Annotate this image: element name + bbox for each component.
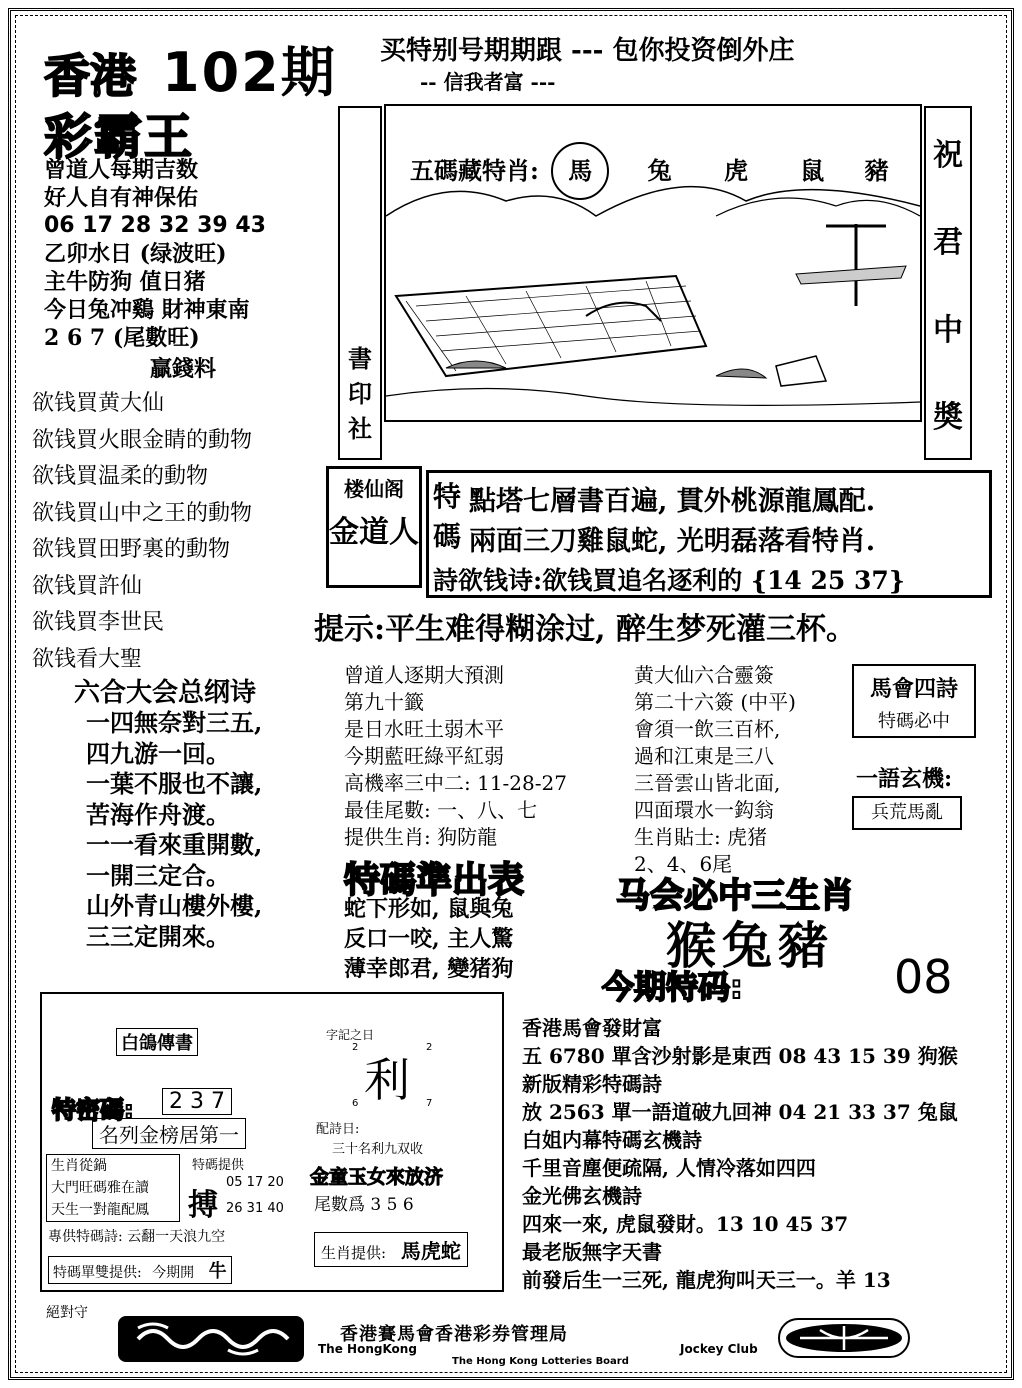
- landscape-picture: [384, 104, 922, 422]
- poem-label-char: 碼: [433, 520, 462, 553]
- zodiac-box-line: 生肖從鍋: [51, 1158, 107, 1174]
- info-line: 好人自有神保佑: [44, 185, 199, 211]
- huang-line: 2、4、6尾: [634, 852, 733, 876]
- caption-label: 五碼藏特肖:: [410, 156, 539, 185]
- horse-poem-sub: 特碼必中: [878, 711, 950, 732]
- zodiac-value: 馬虎蛇: [400, 1239, 461, 1263]
- prediction-line: 提供生肖: 狗防龍: [344, 825, 498, 849]
- tip-nums-line: 26 31 40: [226, 1201, 284, 1216]
- poem-line-2: 兩面三刀雞鼠蛇, 光明磊落看特肖.: [469, 526, 876, 557]
- poem-label-char: 特: [433, 480, 462, 513]
- today-code-label: 今期特码:: [602, 968, 743, 1006]
- word-digit: 7: [426, 1098, 433, 1109]
- special-line: 薄幸郎君, 變猪狗: [344, 956, 514, 982]
- double-label: 特碼單雙提供:: [53, 1265, 142, 1281]
- liuhe-line: 三三定開來。: [86, 921, 230, 951]
- seal-char: 印: [348, 379, 372, 408]
- lotteries-logo-icon: [780, 1320, 908, 1356]
- poem-line-3: [433, 561, 905, 597]
- pigeon-letter-box: [40, 992, 504, 1292]
- issue-number: 102期: [162, 41, 337, 104]
- pigeon-zodiac-row: [314, 1232, 468, 1267]
- liuhe-line: 苦海作舟渡。: [86, 799, 230, 829]
- rb-line: 放 2563 單一語道破九回神 04 21 33 37 兔鼠: [522, 1100, 958, 1124]
- wish-char: 君: [933, 225, 963, 261]
- pigeon-special-label: 特密碼:: [52, 1096, 134, 1124]
- money-poem-label: 欲钱诗: [458, 566, 534, 595]
- zodiac-box-line: 大門旺碼雅在讀: [51, 1180, 149, 1196]
- word-digit: 2: [426, 1042, 433, 1053]
- zodiac-box-line: 天生一對龍配鳳: [51, 1202, 149, 1218]
- sure-note: 絕對守: [46, 1305, 88, 1321]
- rb-line: 香港馬會發財富: [522, 1016, 662, 1040]
- today-code-number: 08: [894, 950, 953, 1004]
- pigeon-zodiac-box: [46, 1154, 180, 1222]
- special-table-lines: [344, 894, 513, 984]
- liuhe-line: 一一看來重開數,: [86, 830, 263, 859]
- pigeon-poem-text: 三十名利九双收: [332, 1142, 424, 1157]
- rb-line: 五 6780 單含沙射影是東西 08 43 15 39 狗猴: [522, 1044, 958, 1068]
- double-value: 今期開: [152, 1265, 195, 1281]
- poem-label-column: [433, 477, 461, 557]
- riddle-item: 欲钱買温柔的動物: [32, 464, 209, 489]
- info-line: 乙卯水日 (绿波旺): [44, 241, 227, 267]
- rb-line: 白姐内幕特碼玄機詩: [522, 1128, 702, 1152]
- win-money-subtitle: 贏錢料: [150, 356, 217, 382]
- huang-line: 第二十六簽 (中平): [634, 690, 796, 714]
- riddle-item: 欲钱買李世民: [32, 610, 165, 635]
- pigeon-tip-char: 搏: [188, 1188, 218, 1223]
- huang-line: 會須一飲三百杯,: [634, 717, 781, 741]
- zodiac-circled: 馬: [551, 142, 609, 200]
- riddle-item: 欲钱買火眼金睛的動物: [32, 427, 253, 453]
- wish-char: 奬: [933, 400, 963, 436]
- seal-stamp: [326, 466, 422, 588]
- poem-line-1: 點塔七層書百遍, 貫外桃源龍鳳配.: [469, 486, 876, 517]
- liuhe-line: 四九游一回。: [86, 738, 230, 768]
- footer-cn: 香港賽馬會香港彩券管理局: [340, 1324, 568, 1345]
- liuhe-title: 六合大会总纲诗: [74, 678, 257, 708]
- info-line: 曾道人每期吉数: [44, 157, 199, 183]
- special-line: 蛇下形如, 鼠與兔: [344, 896, 514, 922]
- riddle-item: 欲钱買田野裏的動物: [32, 537, 231, 562]
- poem-label-char: 詩: [433, 566, 459, 595]
- huang-line: 生肖貼士: 虎猪: [634, 825, 768, 849]
- hint-label: 提示:: [314, 612, 386, 647]
- brand-title: 香港: [44, 49, 136, 103]
- seal-bottom-text: 金道人: [329, 515, 419, 550]
- prediction-line: 高機率三中二: 11-28-27: [344, 771, 567, 795]
- huang-line: 過和江東是三八: [634, 744, 774, 768]
- prediction-line: 是日水旺土弱木平: [344, 717, 504, 741]
- double-char: 牛: [208, 1261, 227, 1282]
- info-line: 主牛防狗 值日猪: [44, 269, 206, 295]
- rb-line: 千里音塵便疏隔, 人情冷落如四四: [522, 1156, 816, 1180]
- pigeon-poem-label: 配詩日:: [316, 1122, 360, 1137]
- pigeon-poem: 專供特碼詩: 云翻一天浪九空: [48, 1229, 226, 1245]
- zodiac: 兔: [647, 156, 672, 185]
- seal-top-text: 楼仙阁: [344, 477, 404, 501]
- prediction-line: 今期藍旺綠平紅弱: [344, 744, 504, 768]
- riddle-item: 欲钱買許仙: [32, 573, 143, 599]
- info-line: 2 6 7 (尾數旺): [44, 325, 200, 351]
- info-line: 今日兔冲鷄 財神東南: [44, 297, 250, 323]
- prediction-line: 曾道人逐期大預測: [344, 663, 504, 687]
- slogan-line-1: 买特别号期期跟 --- 包你投资倒外庄: [380, 36, 795, 66]
- footer-en-1: The HongKong: [318, 1342, 417, 1356]
- three-zodiac-title: 马会必中三生肖: [616, 876, 854, 916]
- rb-line: 四來一來, 虎鼠發財。13 10 45 37: [522, 1212, 849, 1236]
- riddle-item: 欲钱買山中之王的動物: [32, 500, 253, 526]
- liuhe-line: 一四無奈對三五,: [86, 708, 263, 737]
- riddle-list: [32, 386, 252, 678]
- rb-line: 最老版無字天書: [522, 1240, 662, 1264]
- horse-poem-box: [852, 664, 976, 738]
- footer-en-2: Jockey Club: [680, 1342, 758, 1356]
- daily-info-block: [44, 156, 266, 352]
- word-digit: 2: [352, 1042, 359, 1053]
- pigeon-tip-nums: [226, 1170, 284, 1222]
- pigeon-title: 白鴿傳書: [116, 1028, 198, 1056]
- prediction-block: [344, 662, 567, 851]
- right-bottom-block: [522, 1014, 958, 1294]
- special-table-title: 特碼準出表: [344, 860, 525, 901]
- huang-line: 四面環水一鈎翁: [634, 798, 774, 822]
- rb-line: 新版精彩特碼詩: [522, 1072, 662, 1096]
- yiyu-title: 一語玄機:: [856, 766, 953, 792]
- horse-poem-title: 馬會四詩: [869, 676, 958, 702]
- seal-char: 社: [348, 414, 372, 443]
- jockey-club-logo: [118, 1316, 304, 1362]
- zodiac: 虎: [723, 156, 748, 185]
- title-caibawang: 彩霸王: [44, 109, 195, 165]
- logo-swirl-icon: [118, 1316, 304, 1362]
- huang-line: 三晉雲山皆北面,: [634, 771, 781, 795]
- pigeon-gold-line: 金童玉女來放济: [310, 1166, 444, 1188]
- three-zodiac-animals: 猴兔豬: [666, 916, 834, 975]
- word-label: 字記之日: [326, 1028, 375, 1042]
- footer-en-3: The Hong Kong Lotteries Board: [452, 1356, 629, 1367]
- liuhe-line: 一開三定合。: [86, 860, 230, 890]
- info-numbers: 06 17 28 32 39 43: [44, 213, 266, 238]
- word-char: 利: [364, 1053, 410, 1107]
- seal-char: 書: [348, 344, 372, 373]
- liuhe-poem: [86, 708, 262, 952]
- special-line: 反口一咬, 主人驚: [344, 926, 514, 952]
- lotteries-logo: [778, 1318, 910, 1358]
- huang-line: 黄大仙六合靈簽: [634, 663, 774, 687]
- wish-char: 中: [933, 312, 963, 348]
- riddle-item: 欲钱看大聖: [32, 646, 143, 672]
- prediction-line: 最佳尾數: 一、八、七: [344, 798, 538, 822]
- pigeon-double-row: [48, 1256, 232, 1284]
- liuhe-line: 山外青山樓外樓,: [86, 891, 263, 920]
- liuhe-line: 一葉不服也不讓,: [86, 769, 263, 798]
- pigeon-tail: 尾數爲 3 5 6: [314, 1195, 414, 1215]
- huang-daxian-block: [634, 662, 796, 878]
- hint-text: 平生难得糊涂过, 醉生梦死灌三杯。: [385, 612, 856, 647]
- five-code-caption: [410, 142, 899, 200]
- yiyu-box: 兵荒馬亂: [852, 796, 962, 830]
- zodiac-label: 生肖提供:: [321, 1244, 387, 1262]
- zodiac: 豬: [864, 156, 889, 185]
- word-digit: 6: [352, 1098, 359, 1109]
- pigeon-special-nums: 2 3 7: [162, 1088, 232, 1115]
- riddle-item: 欲钱買黄大仙: [32, 391, 165, 416]
- wish-char: 祝: [933, 137, 963, 173]
- pigeon-tip-label: 特碼提供: [192, 1158, 245, 1173]
- prediction-line: 第九十籤: [344, 690, 424, 714]
- rb-line: 金光佛玄機詩: [522, 1184, 642, 1208]
- money-poem-text: :欲钱買追名逐利的 {14 25 37}: [533, 566, 905, 595]
- wish-column-right: [924, 106, 972, 460]
- hint-line: [314, 604, 856, 648]
- special-code-poem-box: [426, 470, 992, 598]
- pigeon-rank: 名列金榜居第一: [92, 1118, 246, 1149]
- zodiac: 鼠: [800, 156, 825, 185]
- seal-column-left: [338, 106, 382, 460]
- rb-line: 前發后生一三死, 龍虎狗叫天三一。羊 13: [522, 1268, 891, 1292]
- slogan-line-2: -- 信我者富 ---: [420, 70, 556, 94]
- tip-nums-line: 05 17 20: [226, 1175, 284, 1190]
